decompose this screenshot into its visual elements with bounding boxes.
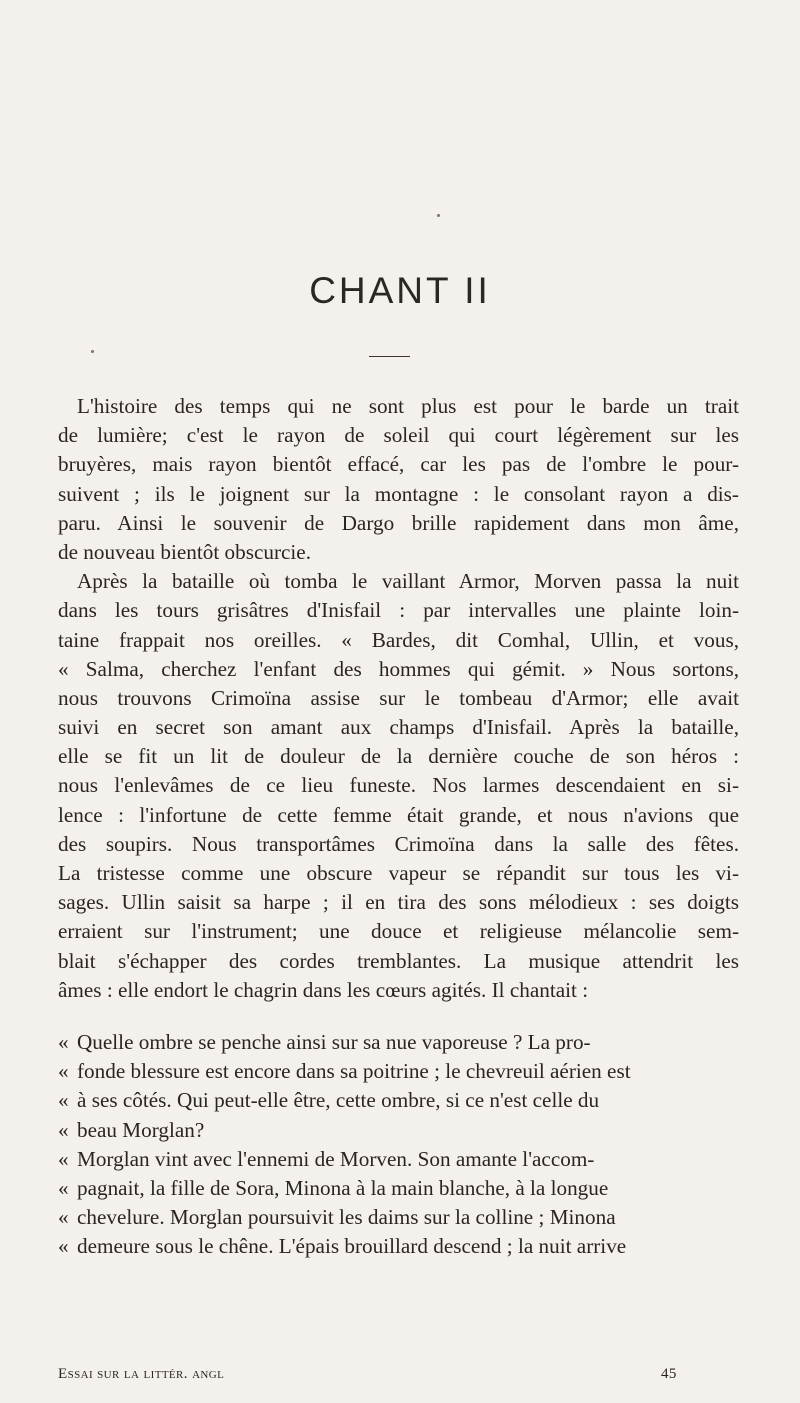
paragraph-1 xyxy=(58,392,739,567)
quote-mark: « xyxy=(58,1117,69,1142)
song-stanza-1 xyxy=(58,1028,739,1145)
page-speck xyxy=(437,214,440,217)
page-speck xyxy=(91,350,94,353)
text-line: elle se fit un lit de douleur de la dernière couche de son héros : xyxy=(58,744,739,769)
chapter-title: CHANT II xyxy=(309,270,491,311)
song-line-text: Morglan vint avec l'ennemi de Morven. Son amante l'accom- xyxy=(77,1146,595,1171)
quote-mark: « xyxy=(58,1146,69,1171)
song-line xyxy=(58,1174,739,1203)
quote-mark: « xyxy=(58,1029,69,1054)
song-line-text: demeure sous le chêne. L'épais brouillard descend ; la nuit arrive xyxy=(77,1234,627,1259)
song-line-text: chevelure. Morglan poursuivit les daims sur la colline ; Minona xyxy=(77,1205,616,1230)
quote-mark: « xyxy=(58,1059,69,1084)
text-line: de nouveau bientôt obscurcie. xyxy=(58,539,311,564)
text-line: sages. Ullin saisit sa harpe ; il en tira des sons mélodieux : ses doigts xyxy=(58,890,739,915)
paragraph-gap xyxy=(58,1005,739,1028)
song-line xyxy=(58,1116,739,1145)
song-line xyxy=(58,1028,739,1057)
song-line-text: fonde blessure est encore dans sa poitrine ; le chevreuil aérien est xyxy=(77,1059,631,1084)
text-line: Après la bataille où tomba le vaillant Armor, Morven passa la nuit xyxy=(77,569,739,594)
quote-mark: « xyxy=(58,1175,69,1200)
quote-mark: « xyxy=(58,1205,69,1230)
text-line: taine frappait nos oreilles. « Bardes, dit Comhal, Ullin, et vous, xyxy=(58,627,739,652)
song-line-text: Quelle ombre se penche ainsi sur sa nue vaporeuse ? La pro- xyxy=(77,1029,591,1054)
text-line: suivi en secret son amant aux champs d'Inisfail. Après la bataille, xyxy=(58,715,739,740)
text-line: nous l'enlevâmes de ce lieu funeste. Nos larmes descendaient en si- xyxy=(58,773,739,798)
text-line: suivent ; ils le joignent sur la montagne : le consolant rayon a dis- xyxy=(58,481,739,506)
song-line xyxy=(58,1057,739,1086)
text-line: paru. Ainsi le souvenir de Dargo brille rapidement dans mon âme, xyxy=(58,510,739,535)
text-line: bruyères, mais rayon bientôt effacé, car les pas de l'ombre le pour- xyxy=(58,452,739,477)
song-stanza-2 xyxy=(58,1145,739,1262)
text-line: erraient sur l'instrument; une douce et religieuse mélancolie sem- xyxy=(58,919,739,944)
quote-mark: « xyxy=(58,1234,69,1259)
song-line xyxy=(58,1203,739,1232)
text-line: de lumière; c'est le rayon de soleil qui court légèrement sur les xyxy=(58,423,739,448)
title-rule xyxy=(369,356,410,357)
text-line: La tristesse comme une obscure vapeur se répandit sur tous les vi- xyxy=(58,861,739,885)
page-number: 45 xyxy=(661,1366,677,1382)
song-line-text: à ses côtés. Qui peut-elle être, cette ombre, si ce n'est celle du xyxy=(77,1088,600,1113)
quote-mark: « xyxy=(58,1088,69,1113)
song-line-text: beau Morglan? xyxy=(77,1117,205,1142)
text-line: dans les tours grisâtres d'Inisfail : par intervalles une plainte loin- xyxy=(58,598,739,623)
text-line: L'histoire des temps qui ne sont plus est pour le barde un trait xyxy=(77,394,739,418)
song-line xyxy=(58,1086,739,1115)
paragraph-2 xyxy=(58,567,739,1005)
text-line: âmes : elle endort le chagrin dans les cœurs agités. Il chantait : xyxy=(58,977,589,1002)
footer-signature: Essai sur la littér. angl xyxy=(58,1366,225,1382)
text-line: blait s'échapper des cordes tremblantes. La musique attendrit les xyxy=(58,948,739,973)
text-line: lence : l'infortune de cette femme était grande, et nous n'avions que xyxy=(58,802,739,827)
body-text xyxy=(58,392,739,1261)
text-line: « Salma, cherchez l'enfant des hommes qui gémit. » Nous sortons, xyxy=(58,656,739,681)
text-line: des soupirs. Nous transportâmes Crimoïna dans la salle des fêtes. xyxy=(58,831,739,856)
text-line: nous trouvons Crimoïna assise sur le tombeau d'Armor; elle avait xyxy=(58,685,739,710)
song-line-text: pagnait, la fille de Sora, Minona à la main blanche, à la longue xyxy=(77,1175,609,1200)
song-line xyxy=(58,1232,739,1261)
song-line xyxy=(58,1145,739,1174)
